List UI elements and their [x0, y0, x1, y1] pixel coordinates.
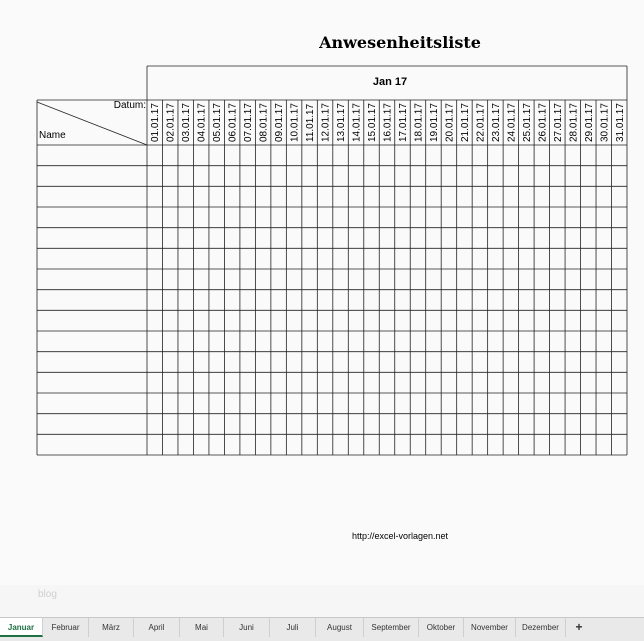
sheet-tab-januar[interactable]: Januar [0, 618, 43, 637]
date-header-7: 07.01.17 [243, 103, 255, 142]
date-header-17: 17.01.17 [397, 103, 409, 142]
date-header-26: 26.01.17 [537, 103, 549, 142]
date-header-20: 20.01.17 [444, 103, 456, 142]
date-header-25: 25.01.17 [521, 103, 533, 142]
sheet-tab-oktober[interactable]: Oktober [419, 618, 464, 637]
date-header-30: 30.01.17 [599, 103, 611, 142]
date-header-2: 02.01.17 [165, 103, 177, 142]
add-sheet-button[interactable]: + [575, 620, 583, 634]
month-label: Jan 17 [372, 76, 408, 88]
sheet-tab-mai[interactable]: Mai [180, 618, 224, 637]
date-header-8: 08.01.17 [258, 103, 270, 142]
sheet-tab-august[interactable]: August [316, 618, 364, 637]
date-header-31: 31.01.17 [614, 103, 626, 142]
date-header-12: 12.01.17 [320, 103, 332, 142]
sheet-tab-märz[interactable]: März [89, 618, 134, 637]
date-header-1: 01.01.17 [150, 103, 162, 142]
datum-label: Datum: [113, 100, 146, 111]
date-header-15: 15.01.17 [367, 103, 379, 142]
sheet-tab-september[interactable]: September [364, 618, 419, 637]
date-header-16: 16.01.17 [382, 103, 394, 142]
date-header-24: 24.01.17 [506, 103, 518, 142]
date-header-23: 23.01.17 [490, 103, 502, 142]
date-header-18: 18.01.17 [413, 103, 425, 142]
date-header-19: 19.01.17 [428, 103, 440, 142]
date-header-4: 04.01.17 [196, 103, 208, 142]
watermark-text: blog [38, 589, 57, 600]
date-header-13: 13.01.17 [336, 103, 348, 142]
date-header-11: 11.01.17 [305, 103, 317, 142]
date-header-27: 27.01.17 [552, 103, 564, 142]
sheet-tab-dezember[interactable]: Dezember [516, 618, 566, 637]
date-header-3: 03.01.17 [181, 103, 193, 142]
date-header-10: 10.01.17 [289, 103, 301, 142]
date-header-21: 21.01.17 [459, 103, 471, 142]
date-header-22: 22.01.17 [475, 103, 487, 142]
date-header-14: 14.01.17 [351, 103, 363, 142]
date-header-29: 29.01.17 [583, 103, 595, 142]
page-title: Anwesenheitsliste [319, 33, 481, 52]
name-label: Name [39, 130, 66, 141]
date-header-9: 09.01.17 [274, 103, 286, 142]
sheet-tab-juni[interactable]: Juni [224, 618, 270, 637]
date-header-28: 28.01.17 [568, 103, 580, 142]
source-url[interactable]: http://excel-vorlagen.net [351, 531, 449, 541]
sheet-tab-juli[interactable]: Juli [270, 618, 316, 637]
sheet-tab-februar[interactable]: Februar [43, 618, 89, 637]
sheet-tab-bar [0, 617, 644, 641]
sheet-tab-november[interactable]: November [464, 618, 516, 637]
date-header-5: 05.01.17 [212, 103, 224, 142]
sheet-tab-april[interactable]: April [134, 618, 180, 637]
date-header-6: 06.01.17 [227, 103, 239, 142]
